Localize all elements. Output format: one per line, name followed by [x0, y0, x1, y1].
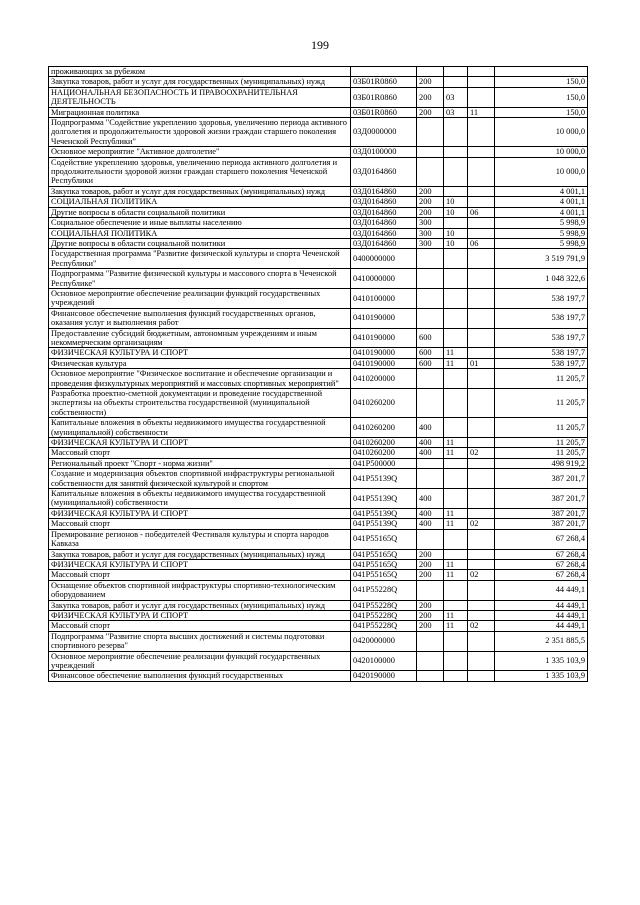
- row-subsection: [468, 489, 495, 509]
- row-subsection: 06: [468, 207, 495, 217]
- row-name: ФИЗИЧЕСКАЯ КУЛЬТУРА И СПОРТ: [49, 610, 351, 620]
- row-subsection: [468, 249, 495, 269]
- table-row: [49, 369, 588, 389]
- row-amount: 5 998,9: [495, 218, 588, 228]
- row-amount: 538 197,7: [495, 348, 588, 358]
- row-amount: 538 197,7: [495, 328, 588, 348]
- row-section: 11: [444, 358, 468, 368]
- table-row: [49, 358, 588, 368]
- row-subsection: [468, 328, 495, 348]
- row-target-code: 041P55139Q: [351, 508, 417, 518]
- row-expense-group: 400: [417, 448, 444, 458]
- row-section: [444, 671, 468, 681]
- row-section: 03: [444, 87, 468, 107]
- row-expense-group: 400: [417, 508, 444, 518]
- row-amount: 11 205,7: [495, 389, 588, 418]
- row-subsection: [468, 549, 495, 559]
- row-name: Капитальные вложения в объекты недвижимого имущества государственной (муниципальной) собственности: [49, 489, 351, 509]
- table-row: [49, 157, 588, 186]
- row-expense-group: 200: [417, 549, 444, 559]
- row-section: [444, 186, 468, 196]
- table-row: [49, 448, 588, 458]
- row-section: [444, 77, 468, 87]
- row-subsection: [468, 228, 495, 238]
- row-amount: 67 268,4: [495, 529, 588, 549]
- budget-table-body: [49, 67, 588, 682]
- row-section: [444, 549, 468, 559]
- row-expense-group: [417, 529, 444, 549]
- row-section: [444, 328, 468, 348]
- row-name: ФИЗИЧЕСКАЯ КУЛЬТУРА И СПОРТ: [49, 508, 351, 518]
- row-amount: 4 001,1: [495, 186, 588, 196]
- row-target-code: 041P55228Q: [351, 580, 417, 600]
- row-name: Подпрограмма "Содействие укреплению здоровья, увеличению периода активного долголетия и продолжительности здоровой жизни граждан старшего поколения Чеченской Республики": [49, 118, 351, 147]
- row-name: Закупка товаров, работ и услуг для государственных (муниципальных) нужд: [49, 600, 351, 610]
- row-amount: 2 351 885,5: [495, 631, 588, 651]
- row-target-code: 03Д0164860: [351, 238, 417, 248]
- row-target-code: 041P55139Q: [351, 469, 417, 489]
- table-row: [49, 389, 588, 418]
- table-row: [49, 107, 588, 117]
- row-name: ФИЗИЧЕСКАЯ КУЛЬТУРА И СПОРТ: [49, 438, 351, 448]
- row-subsection: [468, 369, 495, 389]
- row-name: Финансовое обеспечение выполнения функций государственных органов, оказания услуг и выполнения работ: [49, 308, 351, 328]
- row-expense-group: 200: [417, 197, 444, 207]
- row-expense-group: [417, 157, 444, 186]
- row-section: 11: [444, 508, 468, 518]
- table-row: [49, 249, 588, 269]
- row-amount: 67 268,4: [495, 549, 588, 559]
- row-expense-group: [417, 580, 444, 600]
- table-row: [49, 621, 588, 631]
- table-row: [49, 559, 588, 569]
- row-section: [444, 389, 468, 418]
- row-name: Подпрограмма "Развитие физической культуры и массового спорта в Чеченской Республике": [49, 269, 351, 289]
- row-target-code: 0410190000: [351, 348, 417, 358]
- row-target-code: 0410260200: [351, 448, 417, 458]
- row-amount: 387 201,7: [495, 489, 588, 509]
- row-section: [444, 469, 468, 489]
- row-expense-group: 200: [417, 87, 444, 107]
- row-target-code: 03Б01R0860: [351, 87, 417, 107]
- row-name: Основное мероприятие "Физическое воспитание и обеспечение организации и проведения физкультурных мероприятий и массовых спортивных мероприятий": [49, 369, 351, 389]
- row-target-code: 0410100000: [351, 288, 417, 308]
- row-amount: 44 449,1: [495, 580, 588, 600]
- row-target-code: [351, 67, 417, 77]
- row-target-code: 0410190000: [351, 328, 417, 348]
- row-name: Закупка товаров, работ и услуг для государственных (муниципальных) нужд: [49, 77, 351, 87]
- row-amount: 10 000,0: [495, 118, 588, 147]
- row-target-code: 041P55165Q: [351, 549, 417, 559]
- row-target-code: 0410260200: [351, 438, 417, 448]
- row-target-code: 03Б01R0860: [351, 77, 417, 87]
- row-subsection: [468, 508, 495, 518]
- row-subsection: 02: [468, 621, 495, 631]
- row-subsection: [468, 269, 495, 289]
- row-expense-group: 600: [417, 348, 444, 358]
- row-target-code: 041P55139Q: [351, 519, 417, 529]
- row-name: СОЦИАЛЬНАЯ ПОЛИТИКА: [49, 197, 351, 207]
- row-expense-group: [417, 631, 444, 651]
- row-section: 11: [444, 519, 468, 529]
- table-row: [49, 610, 588, 620]
- row-subsection: 02: [468, 570, 495, 580]
- row-expense-group: 400: [417, 519, 444, 529]
- row-expense-group: 200: [417, 77, 444, 87]
- table-row: [49, 348, 588, 358]
- row-section: [444, 288, 468, 308]
- row-target-code: 041P55228Q: [351, 621, 417, 631]
- row-name: Региональный проект "Спорт - норма жизни": [49, 458, 351, 468]
- row-expense-group: 400: [417, 438, 444, 448]
- row-name: Массовый спорт: [49, 570, 351, 580]
- row-section: [444, 147, 468, 157]
- row-expense-group: 200: [417, 600, 444, 610]
- row-amount: 387 201,7: [495, 469, 588, 489]
- row-amount: 150,0: [495, 77, 588, 87]
- row-target-code: 0410190000: [351, 308, 417, 328]
- row-subsection: 11: [468, 107, 495, 117]
- row-amount: 67 268,4: [495, 570, 588, 580]
- row-name: Основное мероприятие обеспечение реализации функций государственных учреждений: [49, 288, 351, 308]
- row-expense-group: 200: [417, 621, 444, 631]
- row-expense-group: [417, 308, 444, 328]
- row-target-code: 0410260200: [351, 389, 417, 418]
- row-name: Закупка товаров, работ и услуг для государственных (муниципальных) нужд: [49, 186, 351, 196]
- row-amount: 538 197,7: [495, 358, 588, 368]
- row-expense-group: [417, 369, 444, 389]
- table-row: [49, 600, 588, 610]
- row-section: [444, 600, 468, 610]
- row-name: Основное мероприятие "Активное долголетие": [49, 147, 351, 157]
- row-subsection: [468, 308, 495, 328]
- row-target-code: 041P55228Q: [351, 610, 417, 620]
- table-row: [49, 519, 588, 529]
- table-row: [49, 438, 588, 448]
- row-expense-group: [417, 249, 444, 269]
- row-amount: 1 335 103,9: [495, 671, 588, 681]
- row-amount: 4 001,1: [495, 207, 588, 217]
- row-name: Физическая культура: [49, 358, 351, 368]
- row-name: Премирование регионов - победителей Фестиваля культуры и спорта народов Кавказа: [49, 529, 351, 549]
- row-amount: 44 449,1: [495, 610, 588, 620]
- row-subsection: [468, 118, 495, 147]
- row-section: 10: [444, 207, 468, 217]
- row-amount: 10 000,0: [495, 147, 588, 157]
- row-expense-group: [417, 67, 444, 77]
- row-section: [444, 67, 468, 77]
- row-name: Массовый спорт: [49, 621, 351, 631]
- table-row: [49, 197, 588, 207]
- row-target-code: 0410260200: [351, 418, 417, 438]
- row-expense-group: 200: [417, 570, 444, 580]
- row-name: Оснащение объектов спортивной инфраструктуры спортивно-технологическим оборудованием: [49, 580, 351, 600]
- row-name: Основное мероприятие обеспечение реализации функций государственных учреждений: [49, 651, 351, 671]
- row-subsection: [468, 631, 495, 651]
- row-name: Содействие укреплению здоровья, увеличению периода активного долголетия и продолжительности здоровой жизни граждан старшего поколения Чеченской Республики: [49, 157, 351, 186]
- row-name: Капитальные вложения в объекты недвижимого имущества государственной (муниципальной) собственности: [49, 418, 351, 438]
- table-row: [49, 87, 588, 107]
- page-number: 199: [311, 38, 329, 52]
- row-subsection: [468, 348, 495, 358]
- row-section: 11: [444, 438, 468, 448]
- row-target-code: 0420190000: [351, 671, 417, 681]
- row-expense-group: [417, 469, 444, 489]
- row-target-code: 03Д0164860: [351, 228, 417, 238]
- row-section: 11: [444, 559, 468, 569]
- row-expense-group: [417, 269, 444, 289]
- table-row: [49, 580, 588, 600]
- row-subsection: [468, 469, 495, 489]
- row-amount: 4 001,1: [495, 197, 588, 207]
- row-subsection: [468, 218, 495, 228]
- row-amount: 11 205,7: [495, 369, 588, 389]
- row-name: проживающих за рубежом: [49, 67, 351, 77]
- table-row: [49, 458, 588, 468]
- row-amount: 1 048 322,6: [495, 269, 588, 289]
- row-target-code: 041P55165Q: [351, 570, 417, 580]
- table-row: [49, 469, 588, 489]
- row-subsection: [468, 529, 495, 549]
- row-name: Предоставление субсидий бюджетным, автономным учреждениям и иным некоммерческим организациям: [49, 328, 351, 348]
- row-target-code: 03Д0000000: [351, 118, 417, 147]
- row-expense-group: 300: [417, 218, 444, 228]
- row-name: НАЦИОНАЛЬНАЯ БЕЗОПАСНОСТЬ И ПРАВООХРАНИТЕЛЬНАЯ ДЕЯТЕЛЬНОСТЬ: [49, 87, 351, 107]
- row-expense-group: 200: [417, 186, 444, 196]
- row-expense-group: 200: [417, 207, 444, 217]
- row-amount: 44 449,1: [495, 621, 588, 631]
- row-expense-group: [417, 147, 444, 157]
- row-subsection: [468, 600, 495, 610]
- row-expense-group: [417, 671, 444, 681]
- row-name: Другие вопросы в области социальной политики: [49, 207, 351, 217]
- row-name: Создание и модернизация объектов спортивной инфраструктуры региональной собственности для занятий физической культурой и спортом: [49, 469, 351, 489]
- budget-table: [48, 66, 588, 682]
- row-name: Закупка товаров, работ и услуг для государственных (муниципальных) нужд: [49, 549, 351, 559]
- row-target-code: 041P500000: [351, 458, 417, 468]
- row-subsection: [468, 288, 495, 308]
- row-subsection: [468, 580, 495, 600]
- row-target-code: 03Д0164860: [351, 197, 417, 207]
- row-target-code: 03Д0100000: [351, 147, 417, 157]
- row-section: [444, 631, 468, 651]
- row-target-code: 0420100000: [351, 651, 417, 671]
- row-name: Подпрограмма "Развитие спорта высших достижений и системы подготовки спортивного резерва": [49, 631, 351, 651]
- row-target-code: 0420000000: [351, 631, 417, 651]
- row-amount: 5 998,9: [495, 238, 588, 248]
- row-name: Массовый спорт: [49, 448, 351, 458]
- table-row: [49, 489, 588, 509]
- row-subsection: [468, 438, 495, 448]
- row-expense-group: 200: [417, 107, 444, 117]
- row-expense-group: 200: [417, 610, 444, 620]
- row-target-code: 03Д0164860: [351, 157, 417, 186]
- table-row: [49, 238, 588, 248]
- row-subsection: [468, 147, 495, 157]
- row-section: [444, 529, 468, 549]
- row-name: Разработка проектно-сметной документации и проведение государственной экспертизы на объекты строительства государственной (муниципальной собственности): [49, 389, 351, 418]
- row-subsection: [468, 197, 495, 207]
- table-row: [49, 631, 588, 651]
- row-section: [444, 369, 468, 389]
- row-subsection: [468, 418, 495, 438]
- row-section: [444, 157, 468, 186]
- row-section: [444, 489, 468, 509]
- table-row: [49, 308, 588, 328]
- row-amount: 150,0: [495, 107, 588, 117]
- row-subsection: 02: [468, 448, 495, 458]
- row-name: Государственная программа "Развитие физической культуры и спорта Чеченской Республики": [49, 249, 351, 269]
- table-row: [49, 549, 588, 559]
- row-target-code: 0410190000: [351, 358, 417, 368]
- row-expense-group: [417, 458, 444, 468]
- table-row: [49, 529, 588, 549]
- row-name: Финансовое обеспечение выполнения функций государственных: [49, 671, 351, 681]
- row-section: [444, 218, 468, 228]
- table-row: [49, 218, 588, 228]
- row-amount: 11 205,7: [495, 448, 588, 458]
- table-row: [49, 418, 588, 438]
- row-target-code: 0400000000: [351, 249, 417, 269]
- row-expense-group: [417, 389, 444, 418]
- row-subsection: [468, 77, 495, 87]
- row-amount: 11 205,7: [495, 418, 588, 438]
- row-name: Другие вопросы в области социальной политики: [49, 238, 351, 248]
- row-amount: [495, 67, 588, 77]
- row-name: СОЦИАЛЬНАЯ ПОЛИТИКА: [49, 228, 351, 238]
- row-expense-group: 600: [417, 328, 444, 348]
- row-section: 03: [444, 107, 468, 117]
- row-expense-group: 600: [417, 358, 444, 368]
- table-row: [49, 328, 588, 348]
- row-expense-group: 300: [417, 228, 444, 238]
- row-section: 11: [444, 448, 468, 458]
- row-target-code: 041P55228Q: [351, 600, 417, 610]
- row-expense-group: [417, 118, 444, 147]
- row-section: [444, 118, 468, 147]
- row-subsection: [468, 67, 495, 77]
- row-amount: 387 201,7: [495, 508, 588, 518]
- row-target-code: 0410200000: [351, 369, 417, 389]
- row-section: [444, 308, 468, 328]
- row-amount: 3 519 791,9: [495, 249, 588, 269]
- row-target-code: 0410000000: [351, 269, 417, 289]
- row-target-code: 03Д0164860: [351, 207, 417, 217]
- row-expense-group: [417, 651, 444, 671]
- row-amount: 67 268,4: [495, 559, 588, 569]
- row-section: [444, 651, 468, 671]
- row-name: ФИЗИЧЕСКАЯ КУЛЬТУРА И СПОРТ: [49, 348, 351, 358]
- row-subsection: [468, 157, 495, 186]
- table-row: [49, 508, 588, 518]
- row-target-code: 041P55165Q: [351, 529, 417, 549]
- row-subsection: [468, 651, 495, 671]
- row-name: Социальное обеспечение и иные выплаты населению: [49, 218, 351, 228]
- row-expense-group: 400: [417, 489, 444, 509]
- row-subsection: [468, 559, 495, 569]
- row-subsection: [468, 87, 495, 107]
- row-amount: 387 201,7: [495, 519, 588, 529]
- table-row: [49, 186, 588, 196]
- row-section: [444, 580, 468, 600]
- row-name: Миграционная политика: [49, 107, 351, 117]
- row-amount: 5 998,9: [495, 228, 588, 238]
- row-amount: 150,0: [495, 87, 588, 107]
- row-subsection: [468, 389, 495, 418]
- row-amount: 498 919,2: [495, 458, 588, 468]
- row-amount: 1 335 103,9: [495, 651, 588, 671]
- row-target-code: 03Б01R0860: [351, 107, 417, 117]
- row-target-code: 03Д0164860: [351, 218, 417, 228]
- row-section: 11: [444, 570, 468, 580]
- row-section: 10: [444, 228, 468, 238]
- row-target-code: 03Д0164860: [351, 186, 417, 196]
- row-section: [444, 249, 468, 269]
- row-amount: 10 000,0: [495, 157, 588, 186]
- row-section: 10: [444, 197, 468, 207]
- row-target-code: 041P55165Q: [351, 559, 417, 569]
- table-row: [49, 671, 588, 681]
- table-row: [49, 118, 588, 147]
- table-row: [49, 207, 588, 217]
- row-amount: 11 205,7: [495, 438, 588, 448]
- row-section: 11: [444, 348, 468, 358]
- row-section: 11: [444, 610, 468, 620]
- row-expense-group: [417, 288, 444, 308]
- row-expense-group: 200: [417, 559, 444, 569]
- row-subsection: [468, 458, 495, 468]
- row-subsection: 01: [468, 358, 495, 368]
- row-expense-group: 300: [417, 238, 444, 248]
- row-amount: 538 197,7: [495, 308, 588, 328]
- table-row: [49, 77, 588, 87]
- row-section: [444, 458, 468, 468]
- table-row: [49, 288, 588, 308]
- row-amount: 538 197,7: [495, 288, 588, 308]
- table-row: [49, 570, 588, 580]
- row-section: 10: [444, 238, 468, 248]
- row-section: [444, 418, 468, 438]
- row-subsection: [468, 186, 495, 196]
- row-name: ФИЗИЧЕСКАЯ КУЛЬТУРА И СПОРТ: [49, 559, 351, 569]
- table-row: [49, 228, 588, 238]
- row-subsection: 02: [468, 519, 495, 529]
- row-amount: 44 449,1: [495, 600, 588, 610]
- row-target-code: 041P55139Q: [351, 489, 417, 509]
- table-row: [49, 269, 588, 289]
- row-name: Массовый спорт: [49, 519, 351, 529]
- row-section: 11: [444, 621, 468, 631]
- table-row: [49, 651, 588, 671]
- row-subsection: 06: [468, 238, 495, 248]
- table-row: [49, 67, 588, 77]
- table-row: [49, 147, 588, 157]
- row-subsection: [468, 610, 495, 620]
- row-section: [444, 269, 468, 289]
- row-expense-group: 400: [417, 418, 444, 438]
- row-subsection: [468, 671, 495, 681]
